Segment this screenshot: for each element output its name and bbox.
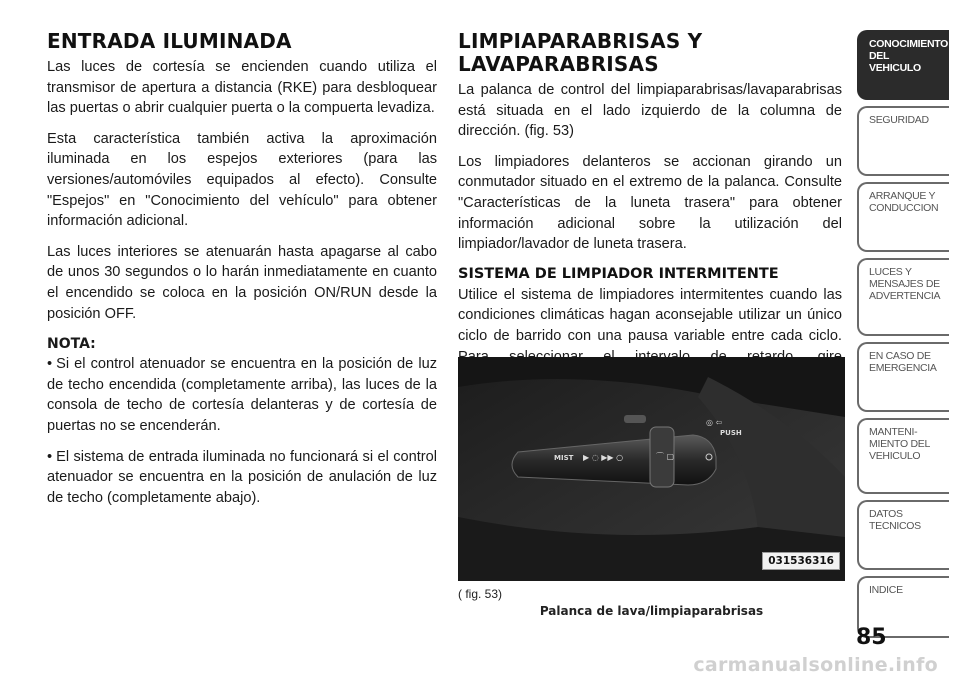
tab-en-caso-de-emergencia[interactable]: EN CASO DE EMERGENCIA — [857, 342, 949, 412]
note-bullet — [47, 447, 437, 509]
right-column — [458, 30, 842, 377]
tab-conocimiento-del-vehiculo[interactable]: CONOCIMIENTO DEL VEHICULO — [857, 30, 949, 100]
tab-datos-tecnicos[interactable]: DATOS TECNICOS — [857, 500, 949, 570]
left-column — [47, 30, 437, 518]
svg-text:⌒ ▢: ⌒ ▢ — [656, 452, 675, 461]
tab-arranque-y-conduccion[interactable]: ARRANQUE Y CONDUCCION — [857, 182, 949, 252]
note-label: NOTA: — [47, 336, 96, 353]
bullet-mark: • — [47, 448, 53, 465]
watermark: carmanualsonline.info — [693, 654, 938, 676]
svg-text:▶ ◌ ▶▶ ○: ▶ ◌ ▶▶ ○ — [583, 453, 624, 462]
paragraph: Esta característica también activa la aproximación iluminada en los espejos exteriores (para las versiones/automóviles equipados al efecto). Consulte "Espejos" en "Conocimiento del vehículo" para obtener información adicional. — [47, 130, 437, 230]
push-label: PUSH — [720, 429, 742, 437]
note-bullet — [47, 354, 437, 436]
mist-label: MIST — [554, 454, 574, 462]
tab-seguridad[interactable]: SEGURIDAD — [857, 106, 949, 176]
paragraph: La palanca de control del limpiaparabrisas/lavaparabrisas está situada en el lado izquierdo de la columna de dirección. (fig. 53) — [458, 82, 842, 140]
tab-indice[interactable]: INDICE — [857, 576, 949, 638]
figure-number: ( fig. 53) — [458, 587, 503, 601]
subsection-title: SISTEMA DE LIMPIADOR INTERMITENTE — [458, 265, 779, 282]
bullet-text: El sistema de entrada iluminada no funcionará si el control atenuador se encuentra en la posición de anulación de luz de techo (completamente abajo). — [47, 448, 437, 506]
wiper-lever-photo — [458, 357, 845, 581]
bullet-mark: • — [47, 356, 53, 373]
title-line: LIMPIAPARABRISAS Y — [458, 29, 703, 53]
paragraph: Las luces interiores se atenuarán hasta apagarse al cabo de unos 30 segundos o lo harán inmediatamente en cuanto el encendido se coloca en la posición ON/RUN desde la posición OFF. — [47, 243, 437, 322]
title-line: LAVAPARABRISAS — [458, 52, 659, 76]
bullet-text: Si el control atenuador se encuentra en la posición de luz de techo encendida (completamente arriba), las luces de la consola de techo de cortesía delanteras y de cortesía de puertas no se encenderán. — [47, 356, 437, 434]
section-title-limpiaparabrisas — [458, 30, 842, 76]
paragraph: Utilice el sistema de limpiadores intermitentes cuando las condiciones climáticas hagan aconsejable utilizar un único ciclo de barrido con una pausa variable entre cada ciclo. — [458, 286, 842, 344]
figure-code: 031536316 — [762, 552, 840, 570]
figure-caption: Palanca de lava/limpiaparabrisas — [539, 604, 764, 618]
paragraph: Las luces de cortesía se encienden cuando utiliza el transmisor de apertura a distancia (RKE) para desbloquear las puertas o abrir cualquier puerta o la compuerta levadiza. — [47, 59, 437, 117]
svg-text:◎ ⇦: ◎ ⇦ — [706, 418, 723, 427]
page-number: 85 — [856, 625, 887, 650]
wiper-lever-illustration — [458, 357, 845, 581]
paragraph: Los limpiadores delanteros se accionan girando un conmutador situado en el extremo de la palanca. Consulte "Características de la luneta trasera" para obtener información adicional sobre la utilización del limpiador/lavador de luneta trasera. — [458, 153, 842, 253]
tab-mantenimiento[interactable]: MANTENI- MIENTO DEL VEHICULO — [857, 418, 949, 494]
tab-luces-y-mensajes[interactable]: LUCES Y MENSAJES DE ADVERTENCIA — [857, 258, 949, 336]
section-title-entrada-iluminada: ENTRADA ILUMINADA — [47, 29, 292, 53]
